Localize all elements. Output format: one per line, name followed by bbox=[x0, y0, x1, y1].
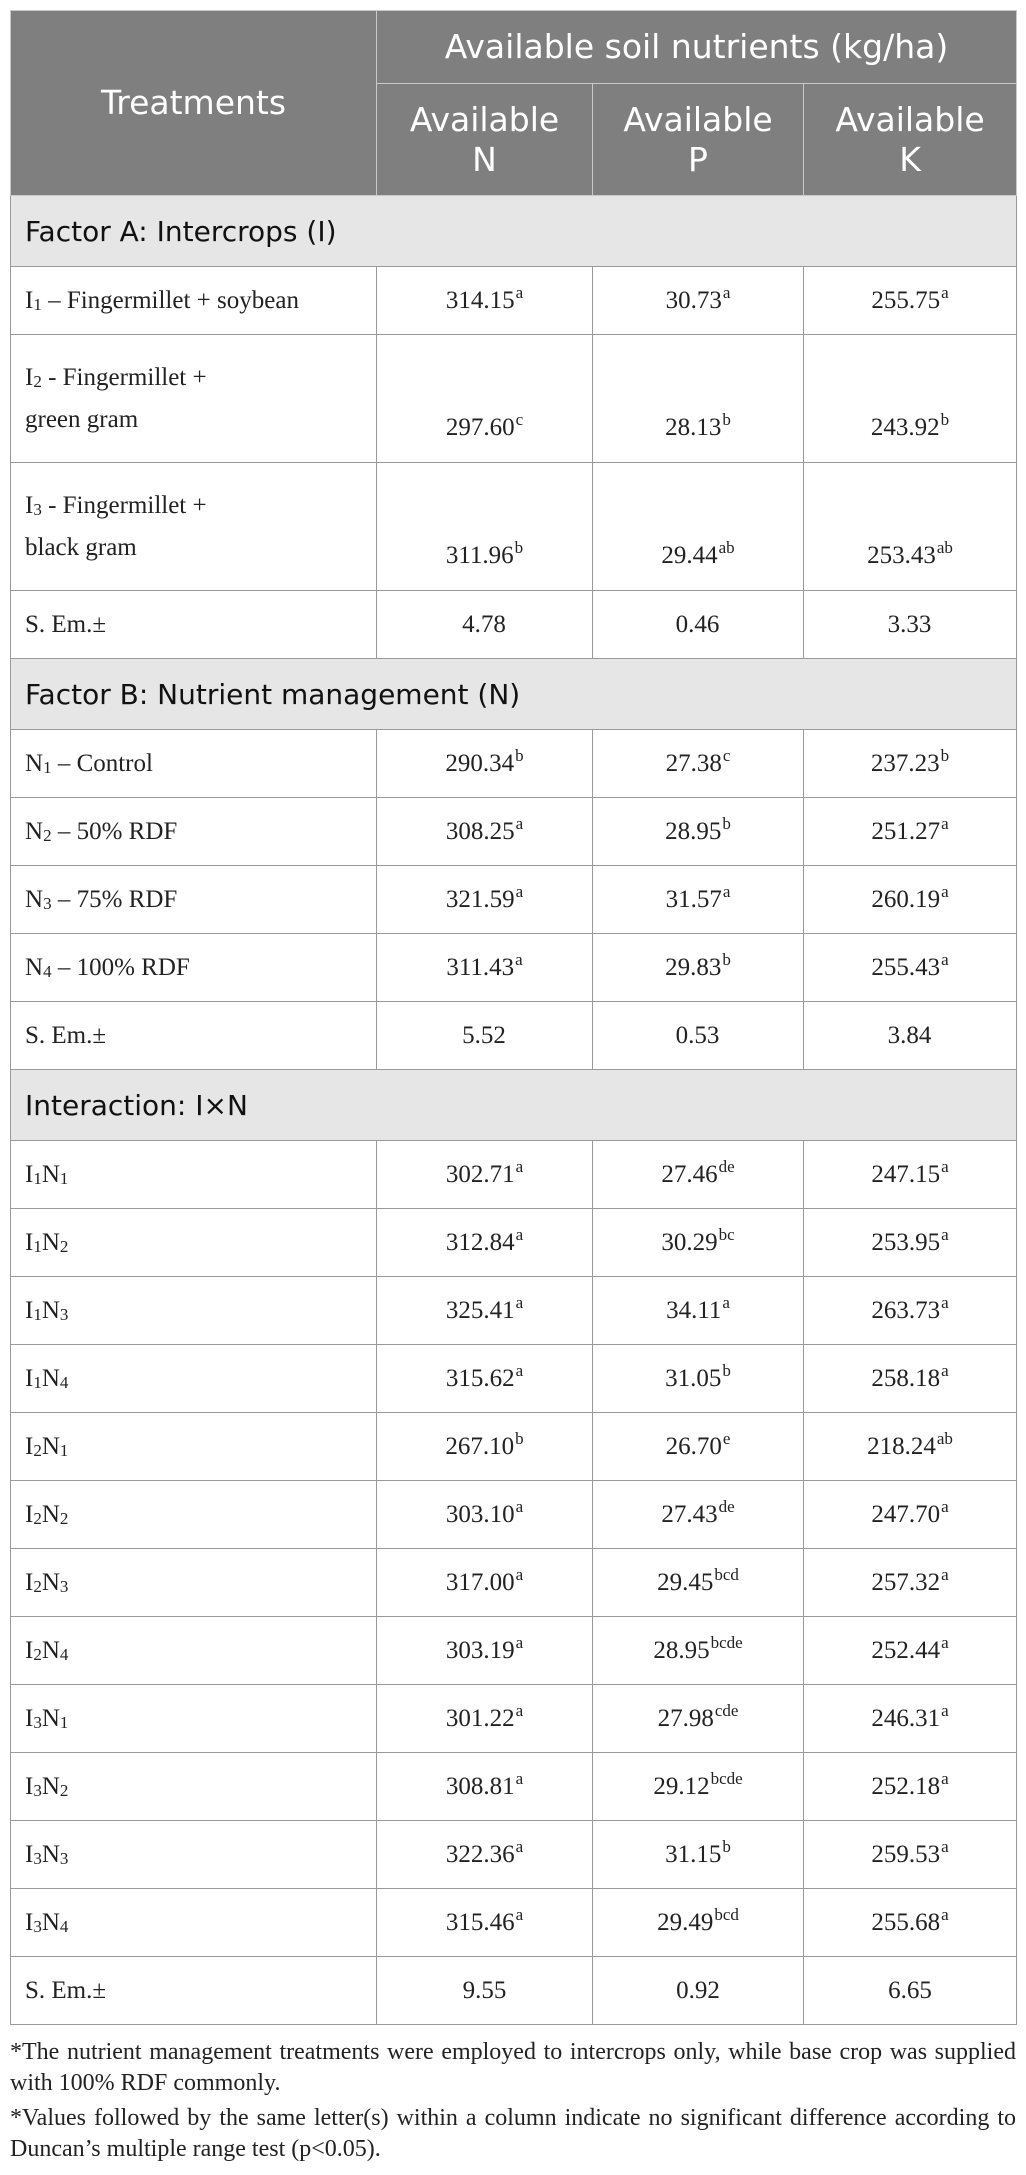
table-figure bbox=[10, 10, 1016, 2169]
significance-letters: a bbox=[515, 949, 523, 969]
significance-letters: a bbox=[515, 881, 524, 901]
value: 31.57 bbox=[665, 885, 722, 913]
value-cell bbox=[377, 866, 593, 934]
value: 3.33 bbox=[887, 610, 932, 638]
significance-letters: a bbox=[515, 1904, 524, 1924]
value: 0.46 bbox=[675, 610, 720, 638]
significance-letters: bc bbox=[718, 1224, 735, 1244]
value-cell bbox=[804, 1753, 1017, 1821]
value-cell: 0.92 bbox=[593, 1957, 804, 2025]
value-cell bbox=[804, 798, 1017, 866]
significance-letters: a bbox=[515, 1496, 524, 1516]
treatment-label bbox=[11, 798, 377, 866]
value: 0.53 bbox=[675, 1021, 720, 1049]
table-row bbox=[11, 1889, 1017, 1957]
subscript: 3 bbox=[59, 1304, 69, 1324]
value-cell bbox=[593, 1549, 804, 1617]
significance-letters: ab bbox=[718, 538, 735, 557]
significance-letters: a bbox=[941, 1768, 949, 1788]
value: 253.43 bbox=[867, 542, 936, 569]
value: 252.18 bbox=[871, 1772, 941, 1800]
value-cell bbox=[804, 1141, 1017, 1209]
value-cell bbox=[804, 1889, 1017, 1957]
significance-letters: a bbox=[941, 1700, 949, 1720]
table-row bbox=[11, 1685, 1017, 1753]
treatment-label bbox=[11, 866, 377, 934]
value: 27.43 bbox=[661, 1500, 718, 1528]
value-cell bbox=[804, 1481, 1017, 1549]
label-text: – 75% RDF bbox=[51, 885, 178, 913]
subscript: 1 bbox=[59, 1712, 69, 1732]
subscript: 1 bbox=[59, 1168, 69, 1188]
value: 260.19 bbox=[871, 885, 941, 913]
value-cell bbox=[804, 1413, 1017, 1481]
value: 31.05 bbox=[665, 1364, 722, 1392]
label-prefix: N bbox=[25, 749, 44, 777]
value-cell bbox=[804, 335, 1017, 463]
subscript: 3 bbox=[59, 1848, 69, 1868]
subscript: 3 bbox=[33, 1916, 42, 1936]
subscript: 2 bbox=[33, 1576, 42, 1596]
value-cell bbox=[593, 1617, 804, 1685]
significance-letters: a bbox=[515, 1564, 524, 1584]
value: 267.10 bbox=[445, 1432, 515, 1460]
label-line2: green gram bbox=[25, 405, 139, 433]
value: 255.75 bbox=[871, 286, 941, 314]
value-cell bbox=[804, 730, 1017, 798]
value-cell: 6.65 bbox=[804, 1957, 1017, 2025]
treatment-label bbox=[11, 591, 377, 659]
value: 29.12 bbox=[653, 1772, 710, 1800]
label-text: – Fingermillet + soybean bbox=[41, 286, 299, 314]
section-header-row bbox=[11, 1070, 1017, 1141]
subscript: 4 bbox=[59, 1372, 69, 1392]
value: 263.73 bbox=[871, 1296, 941, 1324]
table-row bbox=[11, 267, 1017, 335]
value-cell bbox=[593, 1889, 804, 1957]
value-cell bbox=[804, 267, 1017, 335]
subscript: 1 bbox=[33, 1372, 42, 1392]
section-title: Interaction: I×N bbox=[11, 1070, 1017, 1141]
value-cell bbox=[804, 591, 1017, 659]
label-prefix: N bbox=[25, 817, 44, 845]
significance-letters: a bbox=[515, 1360, 524, 1380]
table-row bbox=[11, 1549, 1017, 1617]
value-cell bbox=[593, 1685, 804, 1753]
label-prefix: N bbox=[25, 953, 44, 981]
value: 28.13 bbox=[665, 414, 722, 441]
significance-letters: a bbox=[722, 1292, 730, 1312]
treatment-label: $I_1N_2$ bbox=[11, 1209, 377, 1277]
subscript: 1 bbox=[33, 1304, 42, 1324]
significance-letters: b bbox=[722, 1836, 731, 1856]
subscript: 4 bbox=[59, 1644, 69, 1664]
subscript: 1 bbox=[33, 1236, 42, 1256]
value-cell: 9.55 bbox=[377, 1957, 593, 2025]
label-text: – 50% RDF bbox=[51, 817, 178, 845]
significance-letters: a bbox=[941, 881, 949, 901]
table-footnotes bbox=[10, 2037, 1016, 2165]
value-cell bbox=[593, 335, 804, 463]
treatment-label bbox=[11, 730, 377, 798]
treatment-label bbox=[11, 1002, 377, 1070]
value-cell bbox=[377, 267, 593, 335]
significance-letters: bcde bbox=[710, 1632, 743, 1652]
value: 29.45 bbox=[657, 1568, 714, 1596]
value: 31.15 bbox=[665, 1840, 722, 1868]
value: 30.29 bbox=[661, 1228, 718, 1256]
value: 4.78 bbox=[462, 610, 506, 638]
section-title: Factor A: Intercrops (I) bbox=[11, 196, 1017, 267]
table-row bbox=[11, 1209, 1017, 1277]
value: 251.27 bbox=[871, 817, 941, 845]
treatment-label: $I_2N_3$ bbox=[11, 1549, 377, 1617]
value-cell bbox=[593, 267, 804, 335]
value: 255.68 bbox=[871, 1908, 941, 1936]
significance-letters: a bbox=[515, 1224, 524, 1244]
treatment-label: $I_2N_4$ bbox=[11, 1617, 377, 1685]
subscript: 2 bbox=[33, 1644, 42, 1664]
value: 247.70 bbox=[871, 1500, 941, 1528]
significance-letters: de bbox=[718, 1156, 735, 1176]
value: 308.25 bbox=[445, 817, 515, 845]
section-header-row bbox=[11, 196, 1017, 267]
value: 28.95 bbox=[665, 817, 722, 845]
value-cell bbox=[593, 1002, 804, 1070]
subscript: 3 bbox=[33, 1848, 42, 1868]
significance-letters: a bbox=[941, 813, 949, 833]
value-cell bbox=[377, 1141, 593, 1209]
value: 243.92 bbox=[870, 414, 940, 441]
treatment-label bbox=[11, 463, 377, 591]
value-cell bbox=[593, 866, 804, 934]
value-cell bbox=[593, 463, 804, 591]
label-line2: black gram bbox=[25, 533, 137, 561]
treatment-label: $I_3N_2$ bbox=[11, 1753, 377, 1821]
value-cell bbox=[593, 934, 804, 1002]
value-cell bbox=[377, 1617, 593, 1685]
subscript: 2 bbox=[33, 1440, 42, 1460]
significance-letters: a bbox=[941, 1904, 949, 1924]
subscript: 1 bbox=[43, 757, 52, 777]
label-text: – Control bbox=[51, 749, 153, 777]
subscript: 3 bbox=[33, 1712, 42, 1732]
treatment-label: $I_3N_1$ bbox=[11, 1685, 377, 1753]
value-cell bbox=[377, 591, 593, 659]
value-cell bbox=[377, 463, 593, 591]
value-cell bbox=[593, 1481, 804, 1549]
subscript: 3 bbox=[43, 893, 52, 913]
subscript: 2 bbox=[33, 1508, 42, 1528]
value-cell bbox=[804, 1209, 1017, 1277]
value: 246.31 bbox=[871, 1704, 941, 1732]
value: 321.59 bbox=[445, 885, 515, 913]
value-cell bbox=[804, 463, 1017, 591]
value-cell bbox=[377, 335, 593, 463]
value-cell bbox=[377, 1345, 593, 1413]
subscript: 2 bbox=[43, 825, 52, 845]
value: 247.15 bbox=[871, 1160, 941, 1188]
value: 237.23 bbox=[870, 749, 940, 777]
significance-letters: a bbox=[941, 1564, 949, 1584]
significance-letters: c bbox=[515, 410, 524, 429]
treatment-label: $I_3N_3$ bbox=[11, 1821, 377, 1889]
value: 314.15 bbox=[445, 286, 515, 314]
value: 27.38 bbox=[665, 749, 722, 777]
label-prefix: S. Em.± bbox=[25, 1021, 107, 1049]
subscript: 2 bbox=[59, 1236, 69, 1256]
value: 3.84 bbox=[887, 1021, 932, 1049]
value: 28.95 bbox=[653, 1636, 710, 1664]
value-cell bbox=[377, 1753, 593, 1821]
value: 315.46 bbox=[445, 1908, 515, 1936]
significance-letters: b bbox=[722, 1360, 731, 1380]
table-row bbox=[11, 1141, 1017, 1209]
subscript: 4 bbox=[59, 1916, 69, 1936]
value-cell bbox=[804, 1549, 1017, 1617]
table-row bbox=[11, 1002, 1017, 1070]
value: 308.81 bbox=[445, 1772, 515, 1800]
value: 255.43 bbox=[871, 953, 941, 981]
significance-letters: a bbox=[515, 1836, 524, 1856]
significance-letters: a bbox=[515, 1292, 524, 1312]
significance-letters: a bbox=[515, 1632, 524, 1652]
value: 317.00 bbox=[445, 1568, 515, 1596]
significance-letters: c bbox=[722, 745, 731, 765]
label-prefix: I bbox=[25, 491, 34, 519]
treatment-label: $I_1N_3$ bbox=[11, 1277, 377, 1345]
available-nutrients-header: Available soil nutrients (kg/ha) bbox=[377, 11, 1017, 84]
significance-letters: a bbox=[941, 949, 949, 969]
value-cell bbox=[593, 730, 804, 798]
value-cell bbox=[593, 1141, 804, 1209]
value-cell bbox=[593, 1345, 804, 1413]
significance-letters: a bbox=[941, 1632, 949, 1652]
significance-letters: ab bbox=[936, 1428, 953, 1448]
value: 290.34 bbox=[445, 749, 515, 777]
significance-letters: b bbox=[515, 1428, 524, 1448]
value-cell bbox=[377, 934, 593, 1002]
label-text: – 100% RDF bbox=[51, 953, 190, 981]
value-cell bbox=[377, 1209, 593, 1277]
significance-letters: bcd bbox=[714, 1564, 739, 1584]
table-row bbox=[11, 1345, 1017, 1413]
table-row bbox=[11, 934, 1017, 1002]
value: 34.11 bbox=[666, 1296, 722, 1324]
footnote-duncan: *Values followed by the same letter(s) within a column indicate no significant difference according to Duncan’s multiple range test (p<0.05). bbox=[10, 2105, 1016, 2162]
treatment-label: $I_2N_2$ bbox=[11, 1481, 377, 1549]
table-row bbox=[11, 866, 1017, 934]
table-row bbox=[11, 591, 1017, 659]
significance-letters: a bbox=[722, 282, 731, 302]
soil-nutrients-table bbox=[10, 10, 1017, 2025]
significance-letters: a bbox=[515, 813, 524, 833]
value: 311.96 bbox=[445, 542, 514, 569]
value-cell bbox=[377, 798, 593, 866]
value-cell bbox=[377, 730, 593, 798]
significance-letters: e bbox=[722, 1428, 731, 1448]
value-cell bbox=[804, 1277, 1017, 1345]
significance-letters: a bbox=[515, 1156, 524, 1176]
value-cell bbox=[804, 934, 1017, 1002]
significance-letters: a bbox=[941, 1292, 949, 1312]
table-row bbox=[11, 1277, 1017, 1345]
treatment-label bbox=[11, 335, 377, 463]
subscript: 1 bbox=[33, 1168, 42, 1188]
value-cell bbox=[593, 1413, 804, 1481]
significance-letters: de bbox=[718, 1496, 735, 1516]
significance-letters: b bbox=[515, 745, 524, 765]
table-row bbox=[11, 798, 1017, 866]
significance-letters: a bbox=[722, 881, 731, 901]
value: 27.98 bbox=[657, 1704, 714, 1732]
significance-letters: a bbox=[941, 1360, 949, 1380]
treatments-header: Treatments bbox=[11, 11, 377, 196]
value-cell bbox=[377, 1413, 593, 1481]
significance-letters: bcd bbox=[714, 1904, 739, 1924]
treatment-label: $I_1N_4$ bbox=[11, 1345, 377, 1413]
significance-letters: b bbox=[722, 949, 731, 969]
value-cell bbox=[593, 1821, 804, 1889]
treatment-label bbox=[11, 934, 377, 1002]
treatment-label: S. Em.± bbox=[11, 1957, 377, 2025]
significance-letters: a bbox=[941, 1224, 949, 1244]
table-body bbox=[11, 196, 1017, 2025]
subscript: 3 bbox=[33, 499, 42, 519]
significance-letters: b bbox=[514, 538, 524, 557]
value: 315.62 bbox=[445, 1364, 515, 1392]
subscript: 2 bbox=[59, 1508, 69, 1528]
significance-letters: a bbox=[941, 1836, 949, 1856]
significance-letters: ab bbox=[936, 538, 953, 557]
value: 27.46 bbox=[661, 1160, 718, 1188]
subscript: 4 bbox=[43, 961, 52, 981]
available-k-header: Available K bbox=[804, 84, 1017, 196]
sem-row bbox=[11, 1957, 1017, 2025]
value-cell bbox=[593, 1209, 804, 1277]
value: 253.95 bbox=[871, 1228, 941, 1256]
value: 29.44 bbox=[661, 542, 718, 569]
label-prefix: I bbox=[25, 363, 34, 391]
value: 301.22 bbox=[445, 1704, 515, 1732]
table-row bbox=[11, 1481, 1017, 1549]
subscript: 3 bbox=[59, 1576, 69, 1596]
label-text: - Fingermillet + bbox=[41, 491, 207, 519]
section-header-row bbox=[11, 659, 1017, 730]
significance-letters: a bbox=[941, 282, 949, 302]
subscript: 1 bbox=[33, 294, 42, 314]
significance-letters: bcde bbox=[710, 1768, 743, 1788]
value: 26.70 bbox=[665, 1432, 722, 1460]
subscript: 2 bbox=[33, 371, 42, 391]
value-cell bbox=[804, 1821, 1017, 1889]
significance-letters: a bbox=[515, 1768, 524, 1788]
significance-letters: b bbox=[940, 745, 950, 765]
value-cell bbox=[377, 1821, 593, 1889]
treatment-label bbox=[11, 267, 377, 335]
label-text: - Fingermillet + bbox=[41, 363, 207, 391]
significance-letters: a bbox=[515, 282, 524, 302]
footnote-rdf: *The nutrient management treatments were employed to intercrops only, while base crop was supplied with 100% RDF commonly. bbox=[10, 2039, 1016, 2096]
value-cell bbox=[804, 1345, 1017, 1413]
value: 302.71 bbox=[445, 1160, 515, 1188]
value-cell bbox=[377, 1277, 593, 1345]
value-cell bbox=[804, 1617, 1017, 1685]
value-cell bbox=[377, 1889, 593, 1957]
value: 311.43 bbox=[446, 953, 515, 981]
table-row bbox=[11, 335, 1017, 463]
subscript: 1 bbox=[59, 1440, 69, 1460]
value-cell bbox=[804, 866, 1017, 934]
value-cell bbox=[377, 1685, 593, 1753]
value: 297.60 bbox=[445, 414, 515, 441]
available-p-header: Available P bbox=[593, 84, 804, 196]
value: 29.49 bbox=[657, 1908, 714, 1936]
value-cell bbox=[804, 1002, 1017, 1070]
label-prefix: N bbox=[25, 885, 44, 913]
significance-letters: b bbox=[722, 410, 731, 429]
subscript: 2 bbox=[59, 1780, 69, 1800]
value-cell bbox=[593, 1277, 804, 1345]
treatment-label: $I_1N_1$ bbox=[11, 1141, 377, 1209]
value: 312.84 bbox=[445, 1228, 515, 1256]
value-cell bbox=[593, 1753, 804, 1821]
treatment-label: $I_2N_1$ bbox=[11, 1413, 377, 1481]
value-cell bbox=[593, 798, 804, 866]
value-cell bbox=[377, 1549, 593, 1617]
table-row bbox=[11, 730, 1017, 798]
subscript: 3 bbox=[33, 1780, 42, 1800]
significance-letters: a bbox=[941, 1156, 949, 1176]
value-cell bbox=[377, 1481, 593, 1549]
value: 303.19 bbox=[445, 1636, 515, 1664]
treatment-label: $I_3N_4$ bbox=[11, 1889, 377, 1957]
value: 29.83 bbox=[665, 953, 722, 981]
value-cell bbox=[593, 591, 804, 659]
table-row bbox=[11, 463, 1017, 591]
value: 257.32 bbox=[871, 1568, 941, 1596]
value: 303.10 bbox=[445, 1500, 515, 1528]
value: 259.53 bbox=[871, 1840, 941, 1868]
significance-letters: a bbox=[515, 1700, 524, 1720]
label-prefix: S. Em.± bbox=[25, 610, 107, 638]
significance-letters: b bbox=[940, 410, 950, 429]
value-cell bbox=[377, 1002, 593, 1070]
section-title: Factor B: Nutrient management (N) bbox=[11, 659, 1017, 730]
label-prefix: I bbox=[25, 286, 34, 314]
value: 5.52 bbox=[462, 1021, 506, 1049]
value: 258.18 bbox=[871, 1364, 941, 1392]
table-row bbox=[11, 1821, 1017, 1889]
significance-letters: b bbox=[722, 813, 731, 833]
value: 252.44 bbox=[871, 1636, 941, 1664]
value: 325.41 bbox=[445, 1296, 515, 1324]
table-row bbox=[11, 1617, 1017, 1685]
value-cell bbox=[804, 1685, 1017, 1753]
table-row bbox=[11, 1413, 1017, 1481]
value: 322.36 bbox=[445, 1840, 515, 1868]
value: 218.24 bbox=[867, 1432, 936, 1460]
significance-letters: a bbox=[941, 1496, 949, 1516]
table-row bbox=[11, 1753, 1017, 1821]
value: 30.73 bbox=[665, 286, 722, 314]
available-n-header: Available N bbox=[377, 84, 593, 196]
significance-letters: cde bbox=[714, 1700, 739, 1720]
